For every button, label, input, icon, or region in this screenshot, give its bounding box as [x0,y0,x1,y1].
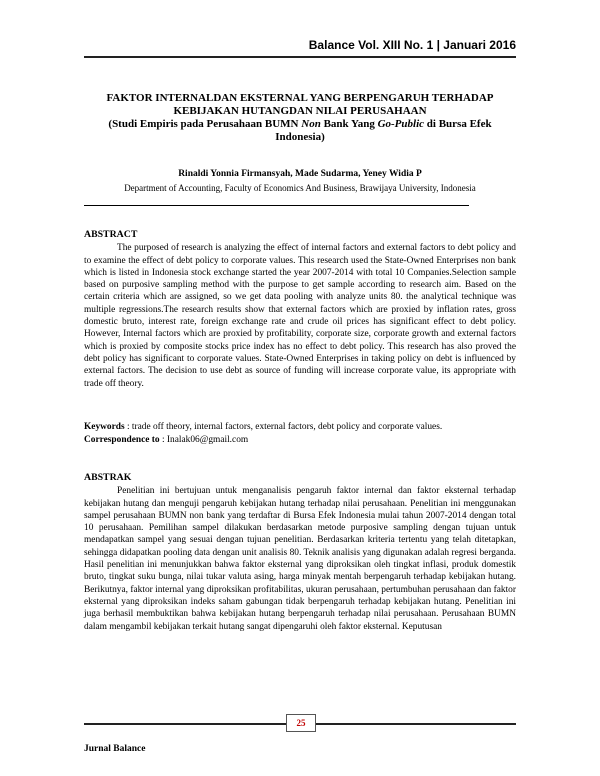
subtitle-gopublic: Go-Public [377,118,425,130]
abstract-body: The purposed of research is analyzing the effect of internal factors and external factors to debt policy and to examine the effect of debt policy to corporate values. This research used the State-Owned Enterprises non bank which is listed in Indonesia stock exchange started the year 2007-2014 with total 10 Companies.Selection sample based on purposive sampling method with the purpose to get sample according to research aim. Based on the certain criteria which are assigned, so we get data pooling with analyze units 80. the analytical technique was multiple regressions.The research results show that external factors which are proxied by inflation rates, gross domestic bruto, interest rate, foreign exchange rate and crude oil prices has significant effect to debt policy. However, Internal factors which are proxied by profitability, corporate size, corporate growth and external factors which is proxied by composite stocks price index has no effect to debt policy. This research has also proved the debt policy has significant to corporate values. State-Owned Enterprises in taking policy on debt is influenced by external factors. The decision to use debt as source of funding will increase corporate value, its appropriate with trade off theory. [84,243,516,389]
keywords-label: Keywords [84,422,125,432]
journal-footer: Jurnal Balance [84,744,146,754]
subtitle-line-1 [84,118,516,131]
abstract-section [84,229,516,390]
correspondence-label: Correspondence to [84,434,160,445]
title-line-1: FAKTOR INTERNALDAN EKSTERNAL YANG BERPENGARUH TERHADAP [106,92,494,104]
paper-title [84,92,516,144]
subtitle-line-2: Indonesia) [275,131,325,143]
subtitle-non: Non [301,118,321,130]
page-number: 25 [286,714,316,732]
abstrak-body: Penelitian ini bertujuan untuk menganalisis pengaruh faktor internal dan faktor eksternal terhadap kebijakan hutang dan menguji pengaruh kebijakan hutang terhadap nilai perusahaan. Penelitian ini menggunakan sampel perusahaan BUMN non bank yang terdaftar di Bursa Efek Indonesia mulai tahun 2007-2014 dengan total 10 perusahaan. Pemilihan sampel dilakukan berdasarkan metode purposive sampling dengan tujuan untuk mendapatkan sampel yang sesuai dengan tujuan penelitian. Berdasarkan kriteria tertentu yang telah ditetapkan, sehingga didapatkan pooling data dengan unit analisis 80. Teknik analisis yang digunakan adalah regresi berganda. Hasil penelitian ini menunjukkan bahwa faktor eksternal yang diproksikan oleh tingkat inflasi, produk domestik bruto, tingkat suku bunga, nilai tukar valuta asing, harga minyak mentah berpengaruh terhadap kebijakan hutang. Berikutnya, faktor internal yang diproksikan profitabilitas, ukuran perusahaan, pertumbuhan perusahaan dan faktor eksternal yang diproksikan indeks saham gabungan tidak berpengaruh terhadap kebijakan hutang. Penelitian ini juga berhasil membuktikan bahwa kebijakan hutang berpengaruh terhadap nilai perusahaan. Perusahaan BUMN dalam mengambil kebijakan terkait hutang sangat dipengaruhi oleh faktor eksternal. Keputusan [84,486,516,632]
correspondence-line [84,434,516,447]
correspondence-email: : Inalak06@gmail.com [159,434,249,445]
subtitle-prefix: (Studi Empiris pada Perusahaan BUMN [108,118,302,130]
author-divider [84,205,469,206]
keywords-line [84,421,516,434]
keywords-value: : trade off theory, internal factors, external factors, debt policy and corporate values. [124,422,443,432]
abstrak-section [84,472,516,633]
keywords-block [84,421,516,446]
header-divider [84,56,516,58]
title-line-2: KEBIJAKAN HUTANGDAN NILAI PERUSAHAAN [173,105,427,117]
abstrak-heading: ABSTRAK [84,472,132,483]
running-header: Balance Vol. XIII No. 1 | Januari 2016 [308,38,516,52]
author-names: Rinaldi Yonnia Firmansyah, Made Sudarma, Yeney Widia P [178,169,422,179]
subtitle-middle: Bank Yang [320,118,378,130]
subtitle-suffix: di Bursa Efek [424,118,492,130]
abstract-heading: ABSTRACT [84,229,138,240]
author-affiliation: Department of Accounting, Faculty of Economics And Business, Brawijaya University, Indonesia [124,183,476,193]
